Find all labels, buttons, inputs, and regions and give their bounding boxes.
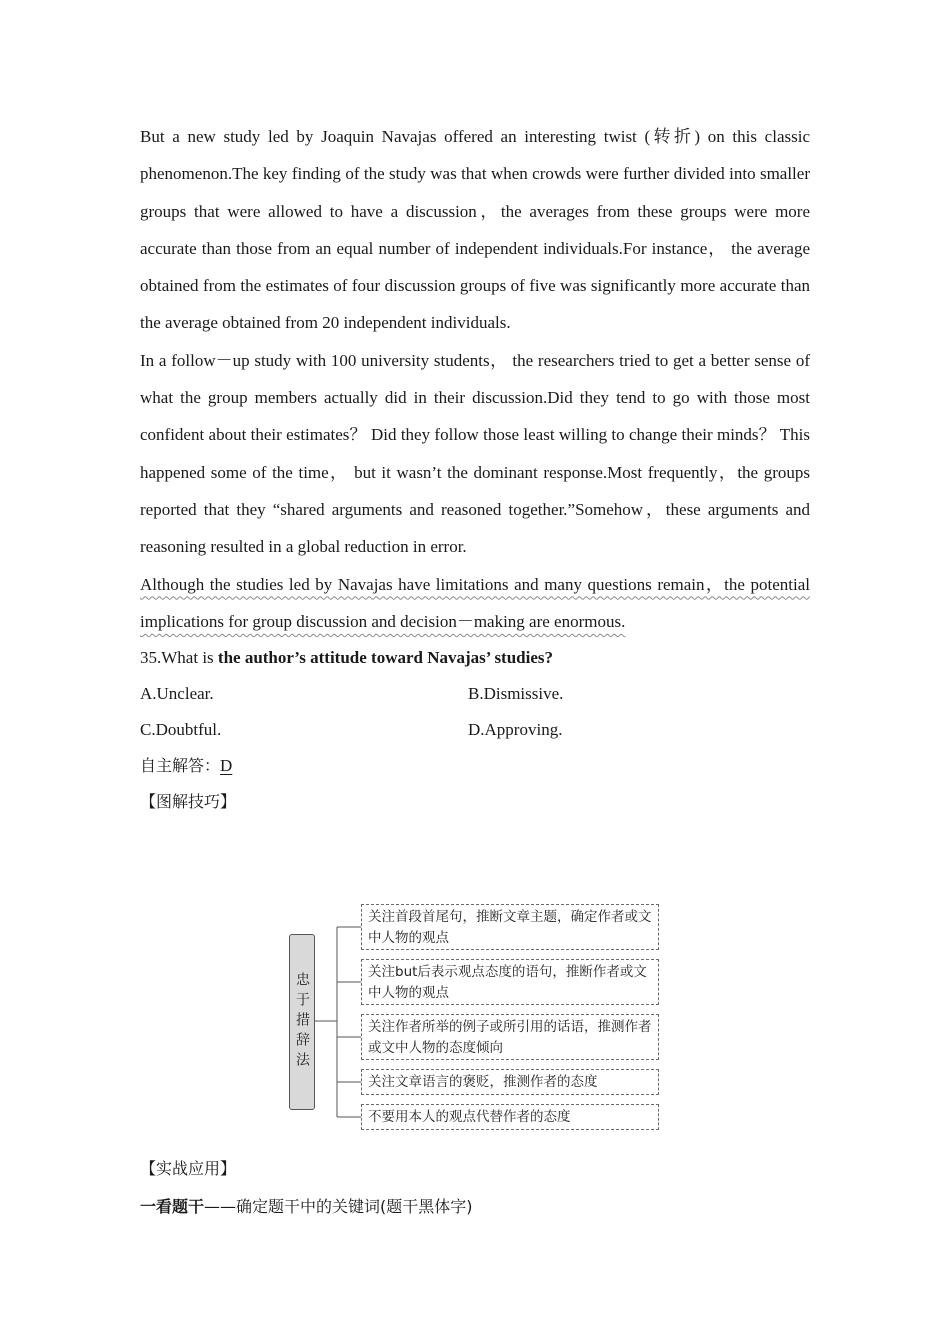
option-c: C.Doubtful. — [140, 720, 222, 740]
options-row-2 — [140, 712, 810, 748]
answer-value: D — [220, 756, 233, 776]
option-a: A.Unclear. — [140, 684, 214, 704]
side-label-text: 忠于措辞法 — [294, 972, 310, 1072]
answer-label: 自主解答： — [140, 756, 221, 776]
step-one-line — [140, 1194, 473, 1217]
technique-diagram — [287, 900, 667, 1140]
diagram-item-3: 关注作者所举的例子或所引用的话语，推测作者或文中人物的态度倾向 — [361, 1014, 659, 1060]
diagram-side-label — [289, 934, 315, 1110]
section-heading-shizhan: 【实战应用】 — [140, 1159, 237, 1178]
passage-body — [140, 118, 810, 820]
step-one-title: 一看题干 — [140, 1197, 205, 1216]
options-row-1 — [140, 676, 810, 712]
underlined-key-sentence: Although the studies led by Navajas have limitations and many questions remain，the potential implications for group discussion and decision－making are enormous. — [140, 574, 810, 631]
question-stem — [140, 640, 810, 676]
paragraph-1: But a new study led by Joaquin Navajas offered an interesting twist (转折) on this classic phenomenon.The key finding of the study was that when crowds were further divided into smaller groups that were allowed to have a discussion，the averages from these groups were more accurate than those from an equal number of independent individuals.For instance， the average obtained from the estimates of four discussion groups of five was significantly more accurate than the average obtained from 20 independent individuals. — [140, 127, 810, 333]
question-keywords: the author’s attitude toward Navajas’ studies? — [217, 648, 554, 668]
paragraph-3 — [140, 566, 810, 641]
option-b: B.Dismissive. — [468, 684, 564, 704]
diagram-item-5: 不要用本人的观点代替作者的态度 — [361, 1104, 659, 1130]
section-heading-tujie: 【图解技巧】 — [140, 792, 237, 812]
diagram-item-2: 关注but后表示观点态度的语句，推断作者或文中人物的观点 — [361, 959, 659, 1005]
question-prefix: 35.What is — [140, 648, 218, 668]
step-one-desc: ——确定题干中的关键词(题干黑体字) — [204, 1197, 473, 1216]
diagram-item-1: 关注首段首尾句，推断文章主题，确定作者或文中人物的观点 — [361, 904, 659, 950]
paragraph-2: In a follow－up study with 100 university students， the researchers tried to get a better sense of what the group members actually did in their discussion.Did they tend to go with those most confident about their estimates？ Did they follow those least willing to change their minds？ This happened some of the time， but it wasn’t the dominant response.Most frequently，the groups reported that they “shared arguments and reasoned together.”Somehow，these arguments and reasoning resulted in a global reduction in error. — [140, 350, 810, 557]
diagram-item-4: 关注文章语言的褒贬，推测作者的态度 — [361, 1069, 659, 1095]
answer-line — [140, 748, 810, 784]
option-d: D.Approving. — [468, 720, 563, 740]
